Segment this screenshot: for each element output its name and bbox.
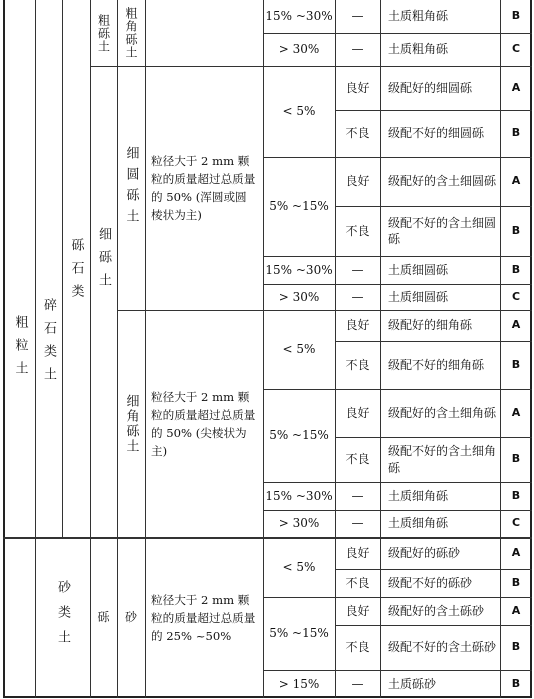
gradation-cell xyxy=(335,389,380,437)
grade-value: A xyxy=(511,545,521,559)
description-text: 粒径大于 2 mm 颗粒的质量超过总质量的 50% (尖棱状为主) xyxy=(151,389,256,458)
gradation-value: 良好 xyxy=(345,405,370,420)
grade-cell xyxy=(500,110,532,157)
grade-value: A xyxy=(511,405,521,419)
soil-name-value: 土质细圆砾 xyxy=(388,289,449,304)
soil-name-cell xyxy=(380,625,500,670)
gradation-cell xyxy=(335,437,380,482)
fines-cell xyxy=(263,256,335,284)
fines-value: 15% ~30% xyxy=(265,9,333,24)
fines-value: < 5% xyxy=(282,104,316,119)
fines-value: 5% ~15% xyxy=(269,428,329,443)
grade-cell xyxy=(500,157,532,206)
soil-name-cell xyxy=(380,310,500,341)
gradation-value: 不良 xyxy=(345,223,370,238)
fines-cell xyxy=(263,389,335,482)
grade-cell xyxy=(500,66,532,110)
gradation-value: — xyxy=(351,9,364,24)
grade-cell xyxy=(500,569,532,597)
grade-cell xyxy=(500,33,532,66)
soil-name-value: 级配不好的砾砂 xyxy=(388,575,473,590)
grade-value: B xyxy=(511,488,521,502)
group-label: 细角砾土 xyxy=(123,393,139,454)
group-gravel-class xyxy=(35,0,62,537)
fines-value: > 15% xyxy=(278,676,320,691)
group-fine-round xyxy=(117,66,145,310)
group-label: 砂类土 xyxy=(55,580,70,655)
description-fine-round xyxy=(145,66,263,310)
grade-cell xyxy=(500,510,532,537)
gradation-value: — xyxy=(351,262,364,277)
soil-name-value: 土质细角砾 xyxy=(388,488,449,503)
soil-name-value: 级配不好的细角砾 xyxy=(388,357,485,372)
grade-value: A xyxy=(511,80,521,94)
fines-cell xyxy=(263,33,335,66)
grade-value: A xyxy=(511,174,521,188)
soil-name-value: 级配好的含土砾砂 xyxy=(388,603,485,618)
gradation-cell xyxy=(335,625,380,670)
soil-name-cell xyxy=(380,157,500,206)
grade-value: B xyxy=(511,575,521,589)
gradation-value: — xyxy=(351,42,364,57)
grade-cell xyxy=(500,256,532,284)
grade-cell xyxy=(500,597,532,625)
group-label: 粗粒土 xyxy=(12,314,28,384)
soil-name-cell xyxy=(380,569,500,597)
fines-cell xyxy=(263,537,335,597)
fines-cell xyxy=(263,284,335,310)
grade-value: B xyxy=(511,452,521,466)
grade-value: C xyxy=(511,289,521,303)
gradation-cell xyxy=(335,284,380,310)
gradation-cell xyxy=(335,341,380,389)
soil-name-cell xyxy=(380,670,500,698)
grade-cell xyxy=(500,341,532,389)
group-label: 粗角砾土 xyxy=(124,7,138,59)
gradation-value: 不良 xyxy=(345,357,370,372)
group-coarse-angular xyxy=(117,0,145,66)
soil-name-value: 土质粗角砾 xyxy=(388,9,449,24)
gradation-value: 良好 xyxy=(345,318,370,333)
gradation-value: 良好 xyxy=(345,174,370,189)
soil-name-cell xyxy=(380,597,500,625)
grade-cell xyxy=(500,670,532,698)
grade-value: C xyxy=(511,42,521,56)
description-fine-angular xyxy=(145,310,263,537)
soil-name-cell xyxy=(380,482,500,510)
grade-value: B xyxy=(511,126,521,140)
fines-value: 15% ~30% xyxy=(265,488,333,503)
soil-name-cell xyxy=(380,206,500,256)
gradation-cell xyxy=(335,33,380,66)
gradation-value: — xyxy=(351,676,364,691)
grade-value: C xyxy=(511,516,521,530)
soil-name-cell xyxy=(380,537,500,569)
soil-name-cell xyxy=(380,256,500,284)
description-text: 粒径大于 2 mm 颗粒的质量超过总质量的 25% ~50% xyxy=(151,592,256,643)
soil-name-cell xyxy=(380,437,500,482)
gradation-value: — xyxy=(351,488,364,503)
group-label: 砂 xyxy=(124,610,137,625)
soil-name-value: 土质细角砾 xyxy=(388,516,449,531)
soil-name-value: 级配不好的含土细角砾 xyxy=(388,444,497,475)
soil-name-cell xyxy=(380,341,500,389)
gradation-cell xyxy=(335,670,380,698)
fines-value: 5% ~15% xyxy=(269,199,329,214)
fines-cell xyxy=(263,510,335,537)
gradation-value: 不良 xyxy=(345,640,370,655)
fines-cell xyxy=(263,597,335,670)
soil-name-cell xyxy=(380,33,500,66)
gradation-value: 不良 xyxy=(345,126,370,141)
fines-cell xyxy=(263,310,335,389)
soil-name-value: 级配不好的含土砾砂 xyxy=(388,640,497,655)
soil-name-value: 土质砾砂 xyxy=(388,676,437,691)
soil-name-cell xyxy=(380,389,500,437)
fines-value: > 30% xyxy=(278,42,320,57)
soil-name-cell xyxy=(380,510,500,537)
grade-value: B xyxy=(511,640,521,654)
gradation-value: — xyxy=(351,516,364,531)
fines-value: < 5% xyxy=(282,342,316,357)
gradation-cell xyxy=(335,256,380,284)
group-gravel-sand-b xyxy=(117,537,145,698)
grade-cell xyxy=(500,0,532,33)
grade-cell xyxy=(500,389,532,437)
fines-cell xyxy=(263,66,335,157)
fines-cell xyxy=(263,482,335,510)
gradation-cell xyxy=(335,482,380,510)
fines-cell xyxy=(263,0,335,33)
gradation-cell xyxy=(335,510,380,537)
gradation-value: 良好 xyxy=(345,603,370,618)
grade-cell xyxy=(500,625,532,670)
fines-cell xyxy=(263,670,335,698)
grade-cell xyxy=(500,206,532,256)
gradation-cell xyxy=(335,110,380,157)
gradation-cell xyxy=(335,66,380,110)
soil-name-cell xyxy=(380,0,500,33)
group-coarse-gravel xyxy=(90,0,117,66)
gradation-value: 不良 xyxy=(345,575,370,590)
gradation-value: — xyxy=(351,289,364,304)
group-label: 碎石类土 xyxy=(41,297,56,390)
gradation-value: 良好 xyxy=(345,545,370,560)
soil-name-value: 级配好的含土细角砾 xyxy=(388,405,497,420)
grade-cell xyxy=(500,284,532,310)
soil-name-value: 级配好的细角砾 xyxy=(388,318,473,333)
gradation-cell xyxy=(335,569,380,597)
group-fine-gravel xyxy=(90,66,117,537)
grade-value: B xyxy=(511,9,521,23)
group-coarse-soil xyxy=(5,0,35,698)
soil-name-value: 土质粗角砾 xyxy=(388,42,449,57)
group-gravel-type xyxy=(62,0,90,537)
grade-value: B xyxy=(511,262,521,276)
group-sand-class xyxy=(35,537,90,698)
fines-value: 15% ~30% xyxy=(265,262,333,277)
fines-cell xyxy=(263,157,335,256)
grade-cell xyxy=(500,310,532,341)
soil-name-value: 级配好的砾砂 xyxy=(388,545,461,560)
group-label: 细砾土 xyxy=(96,227,111,296)
group-label: 砾石类 xyxy=(68,238,84,307)
grade-value: B xyxy=(511,223,521,237)
grade-value: B xyxy=(511,676,521,690)
soil-name-cell xyxy=(380,66,500,110)
fines-value: > 30% xyxy=(278,289,320,304)
soil-name-cell xyxy=(380,284,500,310)
group-label: 细圆砾土 xyxy=(123,146,139,230)
description-text: 粒径大于 2 mm 颗粒的质量超过总质量的 50% (浑圆或圆棱状为主) xyxy=(151,154,256,222)
soil-name-value: 级配好的细圆砾 xyxy=(388,80,473,95)
gradation-cell xyxy=(335,0,380,33)
gradation-cell xyxy=(335,537,380,569)
grade-cell xyxy=(500,537,532,569)
soil-name-value: 级配不好的含土细圆砾 xyxy=(388,215,497,246)
gradation-value: 不良 xyxy=(345,452,370,467)
soil-name-value: 级配不好的细圆砾 xyxy=(388,126,485,141)
description-gravel-sand xyxy=(145,537,263,698)
group-gravel-sand-a xyxy=(90,537,117,698)
grade-value: B xyxy=(511,357,521,371)
gradation-cell xyxy=(335,157,380,206)
grade-value: A xyxy=(511,603,521,617)
fines-value: > 30% xyxy=(278,516,320,531)
group-fine-angular xyxy=(117,310,145,537)
gradation-cell xyxy=(335,597,380,625)
gradation-value: 良好 xyxy=(345,80,370,95)
soil-name-value: 土质细圆砾 xyxy=(388,262,449,277)
grade-value: A xyxy=(511,318,521,332)
gradation-cell xyxy=(335,310,380,341)
fines-value: 5% ~15% xyxy=(269,626,329,641)
soil-name-cell xyxy=(380,110,500,157)
group-label: 粗砾土 xyxy=(96,13,111,53)
gradation-cell xyxy=(335,206,380,256)
grade-cell xyxy=(500,437,532,482)
soil-name-value: 级配好的含土细圆砾 xyxy=(388,174,497,189)
group-label: 砾 xyxy=(97,610,110,625)
fines-value: < 5% xyxy=(282,559,316,574)
grade-cell xyxy=(500,482,532,510)
